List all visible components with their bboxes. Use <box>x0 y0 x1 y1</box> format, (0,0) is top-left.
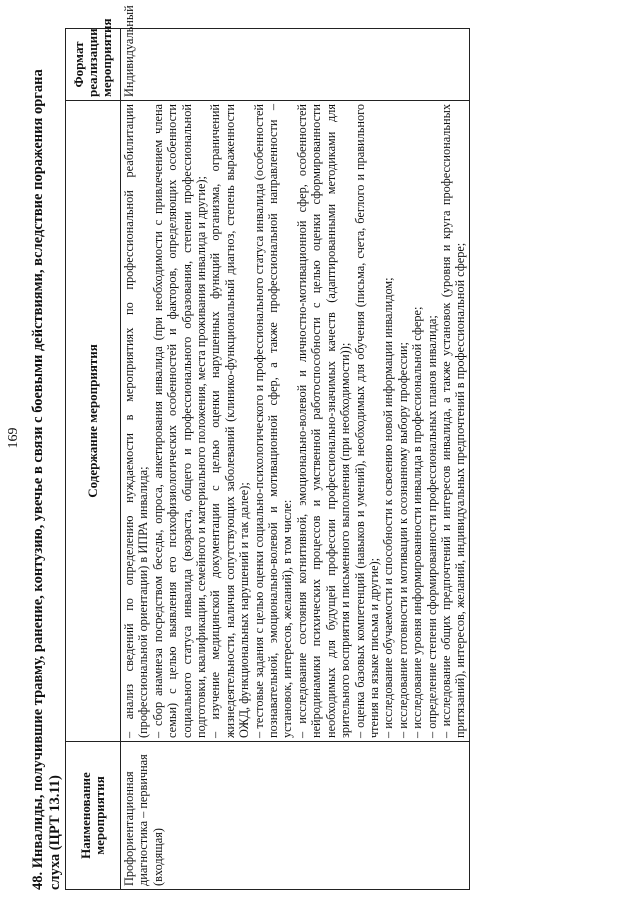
content-item: – исследование общих предпочтений и интересов инвалида, а также установок (уровня и круга профессиональных притязаний), интересов, желаний, индивидуальных предпочтений в профессиональной сфере; <box>438 104 468 738</box>
page-number: 169 <box>6 427 21 449</box>
content-item: – анализ сведений по определению нуждаемости в мероприятиях по профессиональной реабилитации (профессиональной ориентации) в ИПРА инвалида; <box>122 104 151 738</box>
header-measure-content: Содержание мероприятия <box>66 101 121 742</box>
content-item: – исследование обучаемости и способности к освоению новой информации инвалидом; <box>381 277 396 738</box>
content-item: – исследование состояния когнитивной, эмоционально-волевой и личностно-мотивационной сфер, особенностей нейродинамики психических процессов и умственной работоспособности с целью оценки сформированности необходимых для будущей профессии профессионально-значимых качеств (адаптированными методиками для зрительного восприятия и письменного выполнения (при необходимости)); <box>294 104 353 738</box>
content-item: – определение степени сформированности профессиональных планов инвалида; <box>424 315 439 738</box>
header-format: Формат реализации мероприятия <box>66 29 121 101</box>
measure-content-cell <box>121 101 470 742</box>
content-item: – изучение медицинской документации с целью оценки нарушенных функций организма, ограничений жизнедеятельности, наличия сопутствующих заболеваний (клинико-функциональный диагноз, степень выраженности ОЖД, функциональных нарушений и так далее); <box>208 104 252 738</box>
content-item: – исследование уровня информированности инвалида в профессиональной сфере; <box>410 306 425 738</box>
content-item: – исследование готовности и мотивации к осознанному выбору профессии; <box>395 342 410 738</box>
content-item: – сбор анамнеза посредством беседы, опроса, анкетирования инвалида (при необходимости с привлечением члена семьи) с целью выявления его психофизиологических особенностей и факторов, определяющих особенности социального статуса инвалида (возраста, общего и профессионального образования, степени профессиональной подготовки, квалификации, семейного и материального положения, места проживания инвалида и другие); <box>150 104 209 738</box>
content-item: – оценка базовых компетенций (навыков и умений), необходимых для обучения (письма, счета, беглого и правильного чтения на языке письма и другие); <box>352 104 381 738</box>
section-heading: 48. Инвалиды, получившие травму, ранение, контузию, увечье в связи с боевыми действиями, вследствие поражения органа слуха (ЦРТ 13.11) <box>30 69 63 890</box>
header-measure-name: Наименование мероприятия <box>66 742 121 890</box>
measures-table <box>65 5 470 890</box>
content-item: – тестовые задания с целью оценки социально-психологического и профессионального статуса инвалида (особенностей познавательной, эмоционально-волевой и мотивационной сфер, а также профессиональной направленности – установок, интересов, желаний), в том числе: <box>251 104 295 738</box>
format-cell: Индивидуальный <box>121 29 470 101</box>
table-row <box>121 29 470 890</box>
measure-name-cell: Профориентационная диагностика – первичная (входящая) <box>121 742 470 890</box>
table-header-row <box>66 29 121 890</box>
